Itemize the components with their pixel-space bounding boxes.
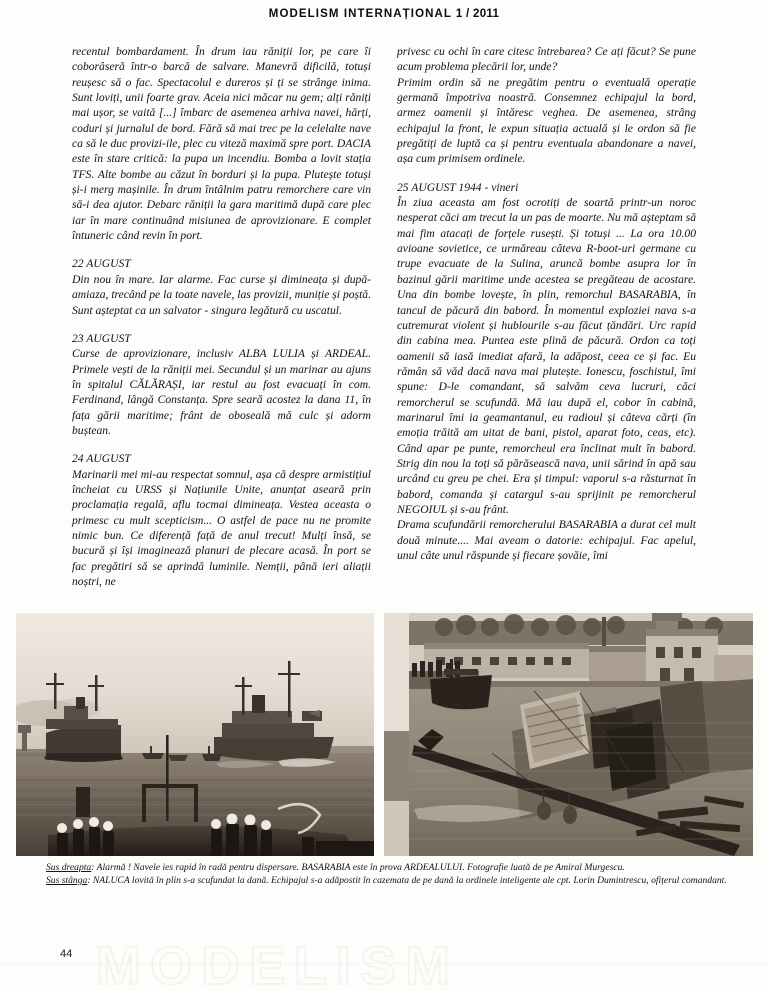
caption-text: : Alarmă ! Navele ies rapid în radă pentru dispersare. BASARABIA este în prova ARDEALULUI. Fotografie luată de pe Amiral Murgescu. xyxy=(91,862,625,873)
running-head xyxy=(0,8,768,20)
publication-title: MODELISM INTERNAȚIONAL xyxy=(268,8,453,20)
date-heading: 22 AUGUST xyxy=(72,257,131,271)
page-number: 44 xyxy=(60,948,73,960)
caption-lead: Sus stânga xyxy=(46,874,88,886)
date-heading: 23 AUGUST xyxy=(72,331,131,345)
article-body xyxy=(72,44,696,589)
date-heading: 24 AUGUST xyxy=(72,452,131,466)
right-column xyxy=(397,44,696,589)
caption-left-photo xyxy=(46,875,734,887)
issue-number: 1 / 2011 xyxy=(455,8,500,20)
paragraph: În ziua aceasta am fost ocrotiți de soartă printr-un noroc nesperat căci am trecut la un pas de moarte. Nu mă așteptam să mai fim atacați de forțele rusești. Și totuși ... La ora 10.00 avioane sovietice, ce urmăreau câteva R-boot-uri germane cu trupe evacuate de la Sulina, aruncă bombe asupra lor în bazinul gării maritime unde acestea se pregăteau de acostare. Una din bombe lovește, în plin, remorchul BASARABIA, în tancul de păcură din babord. În momentul exploziei nava s-a cutremurat violent și hublourile s-au făcut țăndări. Urc rapid din cabina mea. Puntea este plină de păcură. Ordon ca toți oamenii să iasă imediat afară, la adăpost, ceea ce și fac. Eu rămân să văd dacă nava mai plutește. Ionescu, foschistul, îmi spune: D-le comandant, să salvăm ceva lucruri, căci remorcherul se scufundă. Mă iau după el, cobor în cabină, marinarul îmi ia geamantanul, eu radioul și câteva cărți (în emoția trăită am uitat de bani, pistol, aparat foto, ceas, etc). Când apar pe punte, remorcheul era înclinat mult în babord. Strig din nou la toți să părăsească nava, unii sărind în apă sau urcând cu greu pe chei. Era și timpul: vaporul s-a răsturnat în babord, comanda și catargul s-au sprijinit pe remorcherul NEGOIUL și s-au frânt. xyxy=(397,196,696,516)
paragraph: Drama scufundării remorcherului BASARABIA a durat cel mult două minute.... Mai aveam o datorie: echipajul. Fac apelul, unul câte unul răspunde și fiecare șovăie, îmi xyxy=(397,518,696,562)
figure-captions xyxy=(46,862,734,887)
caption-lead: Sus dreapta xyxy=(46,862,92,873)
left-column xyxy=(72,44,371,589)
date-heading: 25 AUGUST 1944 - vineri xyxy=(397,180,519,194)
paragraph: Curse de aprovizionare, inclusiv ALBA LULIA și ARDEAL. Primele vești de la răniții mei. Secundul și un marinar au ajuns în spitalul CĂLĂRAȘI, iar restul au fost evacuați în com. Ferdinand, lângă Constanța. Spre seară acostez la dana 11, în fața gării maritime; frânt de oboseală mă culc și adorm buștean. xyxy=(72,347,371,437)
photo-ships-at-sea-image xyxy=(16,613,374,856)
paragraph: Marinarii mei mi-au respectat somnul, așa că despre armistițiul încheiat cu URSS și Națiunile Unite, anunțat aseară prin proclamația regală, aflu tocmai dimineața. Vestea aceasta o primesc cu mult scepticism... O astfel de pace nu ne promite nimic bun. Ce diferență față de anul trecut! Mulți însă, se bucură și își imaginează planuri de plecare acasă. În port se fac pregătiri să se aprindă luminile. Nemții, până ieri aliații noștri, ne xyxy=(72,467,371,588)
caption-text: : NALUCA lovită în plin s-a scufundat la dană. Echipajul s-a adăpostit în cazemata de pe dană la ordinele inteligente ale cpt. Lorin Dumintrescu, ofițerul comandant. xyxy=(87,874,727,886)
paragraph: Primim ordin să ne pregătim pentru o eventuală operație germană împotriva noastră. Consemnez echipajul la bord, armez oamenii și întăresc veghea. De asemenea, strâng echipajul la front, le expun situația actuală și le ordon să fie pregătiți de luptă ca și pentru eventuala abandonare a navei, așa cum primisem ordinele. xyxy=(397,75,696,166)
paragraph: privesc cu ochi în care citesc întrebarea? Ce ați făcut? Se pune acum problema plecării lor, unde? xyxy=(397,45,696,74)
photo-ships-at-sea xyxy=(16,613,374,856)
caption-right-photo xyxy=(46,862,734,874)
paragraph: Din nou în mare. Iar alarme. Fac curse și dimineața și după-amiaza, trecând pe la toate navele, las provizii, muniție și poștă. Sunt așteptat ca un salvator - singura legătură cu uscatul. xyxy=(72,272,371,317)
watermark: MODELISM xyxy=(96,941,459,991)
photo-strip xyxy=(16,613,753,856)
photo-sunken-vessel-at-dock xyxy=(384,613,753,856)
paragraph: recentul bombardament. În drum iau răniții lor, pe care îi coborâseră într-o barcă de salvare. Manevră dificilă, totuși reușesc să o fac. Spectacolul e dureros și ți se strânge inima. Sunt loviți, unii foarte grav. Aceia nici măcar nu gem; alți răniți mai ușor, se vaită [...] îmbarc de asemenea arhiva navei, hărți, coduri și jurnalul de bord. Fără să mai trec pe la celelalte nave ca să le duc provizi-ile, plec cu viteză maximă spre port. DACIA este în stare critică: la pupa un incendiu. Bomba a lovit stația TFS. Alte bombe au căzut în borduri și la pupa. Plutește totuși și-i merg mașinile. În drum întâlnim patru remorchere care vin să-i dea ajutor. Debarc răniții la gara maritimă după care plec iar în mare continuând misiunea de aprovizionare. E complet întuneric când revin în port. xyxy=(72,45,371,243)
photo-sunken-vessel-at-dock-image xyxy=(384,613,753,856)
